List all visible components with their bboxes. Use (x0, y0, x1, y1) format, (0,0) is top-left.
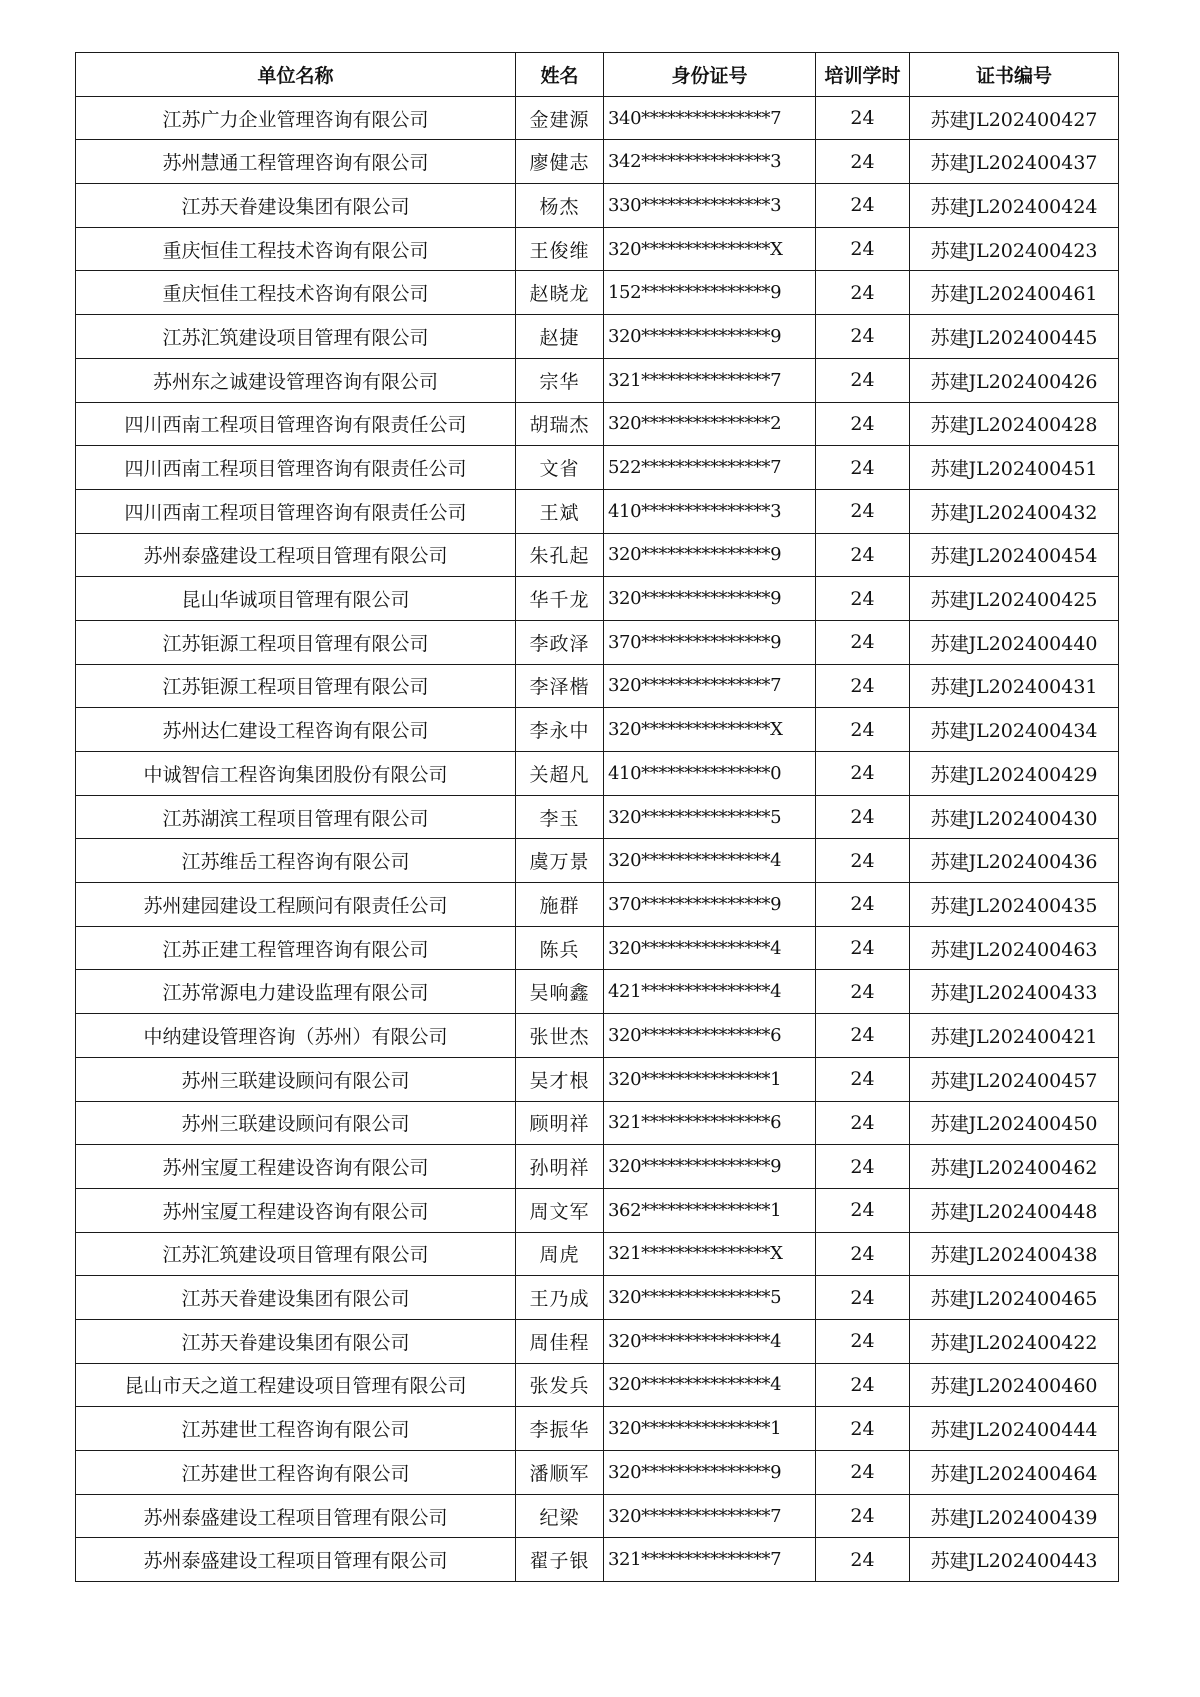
certificate-number-cell: 苏建JL202400437 (910, 140, 1119, 184)
certificate-number-cell: 苏建JL202400427 (910, 96, 1119, 140)
table-row (76, 620, 1119, 664)
training-hours-cell: 24 (816, 1101, 910, 1145)
id-number-cell: 370***************9 (604, 620, 816, 664)
certificate-number-cell: 苏建JL202400438 (910, 1232, 1119, 1276)
unit-name-cell: 江苏天眷建设集团有限公司 (76, 184, 516, 228)
unit-name-cell: 中纳建设管理咨询（苏州）有限公司 (76, 1014, 516, 1058)
certificate-number-cell: 苏建JL202400448 (910, 1188, 1119, 1232)
table-row (76, 402, 1119, 446)
table-row (76, 184, 1119, 228)
header-id-number: 身份证号 (604, 53, 816, 97)
training-hours-cell: 24 (816, 839, 910, 883)
training-hours-cell: 24 (816, 1494, 910, 1538)
certificate-number-cell: 苏建JL202400436 (910, 839, 1119, 883)
training-hours-cell: 24 (816, 446, 910, 490)
id-number-cell: 320***************6 (604, 1014, 816, 1058)
unit-name-cell: 苏州泰盛建设工程项目管理有限公司 (76, 533, 516, 577)
certificate-number-cell: 苏建JL202400421 (910, 1014, 1119, 1058)
person-name-cell: 潘顺军 (516, 1451, 604, 1495)
table-row (76, 1407, 1119, 1451)
certificate-number-cell: 苏建JL202400435 (910, 883, 1119, 927)
unit-name-cell: 苏州慧通工程管理咨询有限公司 (76, 140, 516, 184)
person-name-cell: 李玉 (516, 795, 604, 839)
table-row (76, 577, 1119, 621)
person-name-cell: 张发兵 (516, 1363, 604, 1407)
person-name-cell: 关超凡 (516, 752, 604, 796)
id-number-cell: 421***************4 (604, 970, 816, 1014)
id-number-cell: 410***************3 (604, 489, 816, 533)
person-name-cell: 赵捷 (516, 315, 604, 359)
training-hours-cell: 24 (816, 1451, 910, 1495)
person-name-cell: 金建源 (516, 96, 604, 140)
person-name-cell: 陈兵 (516, 926, 604, 970)
header-person-name: 姓名 (516, 53, 604, 97)
training-hours-cell: 24 (816, 664, 910, 708)
training-hours-cell: 24 (816, 708, 910, 752)
training-hours-cell: 24 (816, 1538, 910, 1582)
table-header (76, 53, 1119, 97)
unit-name-cell: 苏州三联建设顾问有限公司 (76, 1101, 516, 1145)
certificate-number-cell: 苏建JL202400465 (910, 1276, 1119, 1320)
certificate-number-cell: 苏建JL202400444 (910, 1407, 1119, 1451)
training-hours-cell: 24 (816, 1014, 910, 1058)
table-row (76, 1057, 1119, 1101)
table-row (76, 708, 1119, 752)
id-number-cell: 320***************7 (604, 664, 816, 708)
table-row (76, 1276, 1119, 1320)
table-row (76, 795, 1119, 839)
certificate-number-cell: 苏建JL202400424 (910, 184, 1119, 228)
id-number-cell: 370***************9 (604, 883, 816, 927)
unit-name-cell: 苏州泰盛建设工程项目管理有限公司 (76, 1494, 516, 1538)
person-name-cell: 李永中 (516, 708, 604, 752)
training-hours-cell: 24 (816, 358, 910, 402)
certificate-number-cell: 苏建JL202400429 (910, 752, 1119, 796)
id-number-cell: 321***************X (604, 1232, 816, 1276)
unit-name-cell: 四川西南工程项目管理咨询有限责任公司 (76, 489, 516, 533)
id-number-cell: 320***************9 (604, 1145, 816, 1189)
unit-name-cell: 江苏汇筑建设项目管理有限公司 (76, 1232, 516, 1276)
unit-name-cell: 江苏广力企业管理咨询有限公司 (76, 96, 516, 140)
unit-name-cell: 江苏建世工程咨询有限公司 (76, 1451, 516, 1495)
unit-name-cell: 重庆恒佳工程技术咨询有限公司 (76, 271, 516, 315)
table-row (76, 926, 1119, 970)
person-name-cell: 翟子银 (516, 1538, 604, 1582)
id-number-cell: 320***************4 (604, 1319, 816, 1363)
training-hours-cell: 24 (816, 271, 910, 315)
id-number-cell: 321***************6 (604, 1101, 816, 1145)
person-name-cell: 廖健志 (516, 140, 604, 184)
id-number-cell: 320***************4 (604, 1363, 816, 1407)
table-row (76, 1188, 1119, 1232)
id-number-cell: 320***************X (604, 227, 816, 271)
table-row (76, 1538, 1119, 1582)
id-number-cell: 362***************1 (604, 1188, 816, 1232)
unit-name-cell: 江苏汇筑建设项目管理有限公司 (76, 315, 516, 359)
table-row (76, 1319, 1119, 1363)
id-number-cell: 320***************1 (604, 1407, 816, 1451)
training-hours-cell: 24 (816, 140, 910, 184)
person-name-cell: 虞万景 (516, 839, 604, 883)
table-row (76, 358, 1119, 402)
training-hours-cell: 24 (816, 533, 910, 577)
training-hours-cell: 24 (816, 883, 910, 927)
unit-name-cell: 江苏钜源工程项目管理有限公司 (76, 620, 516, 664)
training-hours-cell: 24 (816, 1145, 910, 1189)
id-number-cell: 330***************3 (604, 184, 816, 228)
unit-name-cell: 江苏天眷建设集团有限公司 (76, 1319, 516, 1363)
id-number-cell: 320***************5 (604, 795, 816, 839)
certificate-number-cell: 苏建JL202400423 (910, 227, 1119, 271)
person-name-cell: 杨杰 (516, 184, 604, 228)
training-hours-cell: 24 (816, 1057, 910, 1101)
unit-name-cell: 四川西南工程项目管理咨询有限责任公司 (76, 402, 516, 446)
training-hours-cell: 24 (816, 315, 910, 359)
certificate-number-cell: 苏建JL202400428 (910, 402, 1119, 446)
table-row (76, 1232, 1119, 1276)
training-hours-cell: 24 (816, 96, 910, 140)
unit-name-cell: 江苏湖滨工程项目管理有限公司 (76, 795, 516, 839)
unit-name-cell: 苏州宝厦工程建设咨询有限公司 (76, 1145, 516, 1189)
person-name-cell: 孙明祥 (516, 1145, 604, 1189)
training-hours-cell: 24 (816, 1407, 910, 1451)
id-number-cell: 321***************7 (604, 1538, 816, 1582)
training-hours-cell: 24 (816, 752, 910, 796)
unit-name-cell: 江苏常源电力建设监理有限公司 (76, 970, 516, 1014)
training-hours-cell: 24 (816, 970, 910, 1014)
person-name-cell: 文省 (516, 446, 604, 490)
table-body (76, 96, 1119, 1581)
id-number-cell: 340***************7 (604, 96, 816, 140)
training-hours-cell: 24 (816, 184, 910, 228)
person-name-cell: 李泽楷 (516, 664, 604, 708)
certificate-number-cell: 苏建JL202400432 (910, 489, 1119, 533)
person-name-cell: 周文军 (516, 1188, 604, 1232)
unit-name-cell: 江苏钜源工程项目管理有限公司 (76, 664, 516, 708)
unit-name-cell: 苏州宝厦工程建设咨询有限公司 (76, 1188, 516, 1232)
table-row (76, 140, 1119, 184)
table-row (76, 1101, 1119, 1145)
id-number-cell: 410***************0 (604, 752, 816, 796)
person-name-cell: 吴才根 (516, 1057, 604, 1101)
person-name-cell: 顾明祥 (516, 1101, 604, 1145)
unit-name-cell: 重庆恒佳工程技术咨询有限公司 (76, 227, 516, 271)
table-row (76, 1363, 1119, 1407)
unit-name-cell: 中诚智信工程咨询集团股份有限公司 (76, 752, 516, 796)
person-name-cell: 纪梁 (516, 1494, 604, 1538)
training-hours-cell: 24 (816, 1363, 910, 1407)
certificate-number-cell: 苏建JL202400460 (910, 1363, 1119, 1407)
id-number-cell: 320***************4 (604, 839, 816, 883)
id-number-cell: 342***************3 (604, 140, 816, 184)
person-name-cell: 华千龙 (516, 577, 604, 621)
table-row (76, 839, 1119, 883)
person-name-cell: 李振华 (516, 1407, 604, 1451)
certificate-number-cell: 苏建JL202400454 (910, 533, 1119, 577)
table-row (76, 664, 1119, 708)
id-number-cell: 320***************9 (604, 315, 816, 359)
table-row (76, 271, 1119, 315)
id-number-cell: 320***************9 (604, 1451, 816, 1495)
id-number-cell: 152***************9 (604, 271, 816, 315)
table-row (76, 315, 1119, 359)
id-number-cell: 320***************1 (604, 1057, 816, 1101)
person-name-cell: 周佳程 (516, 1319, 604, 1363)
training-hours-cell: 24 (816, 1188, 910, 1232)
certificate-number-cell: 苏建JL202400430 (910, 795, 1119, 839)
certificate-number-cell: 苏建JL202400440 (910, 620, 1119, 664)
certificate-number-cell: 苏建JL202400439 (910, 1494, 1119, 1538)
certificate-number-cell: 苏建JL202400463 (910, 926, 1119, 970)
training-hours-cell: 24 (816, 227, 910, 271)
table-row (76, 533, 1119, 577)
person-name-cell: 张世杰 (516, 1014, 604, 1058)
unit-name-cell: 苏州达仁建设工程咨询有限公司 (76, 708, 516, 752)
certificate-number-cell: 苏建JL202400425 (910, 577, 1119, 621)
person-name-cell: 王俊维 (516, 227, 604, 271)
header-certificate-number: 证书编号 (910, 53, 1119, 97)
certificate-number-cell: 苏建JL202400434 (910, 708, 1119, 752)
id-number-cell: 320***************9 (604, 533, 816, 577)
training-hours-cell: 24 (816, 1232, 910, 1276)
table-row (76, 1145, 1119, 1189)
person-name-cell: 王斌 (516, 489, 604, 533)
person-name-cell: 赵晓龙 (516, 271, 604, 315)
header-training-hours: 培训学时 (816, 53, 910, 97)
person-name-cell: 施群 (516, 883, 604, 927)
table-row (76, 489, 1119, 533)
training-hours-cell: 24 (816, 577, 910, 621)
id-number-cell: 320***************2 (604, 402, 816, 446)
table-row (76, 96, 1119, 140)
id-number-cell: 320***************9 (604, 577, 816, 621)
unit-name-cell: 苏州建园建设工程顾问有限责任公司 (76, 883, 516, 927)
unit-name-cell: 昆山华诚项目管理有限公司 (76, 577, 516, 621)
training-hours-cell: 24 (816, 1276, 910, 1320)
unit-name-cell: 苏州东之诚建设管理咨询有限公司 (76, 358, 516, 402)
table-row (76, 970, 1119, 1014)
training-hours-cell: 24 (816, 402, 910, 446)
certificate-number-cell: 苏建JL202400445 (910, 315, 1119, 359)
person-name-cell: 吴响鑫 (516, 970, 604, 1014)
id-number-cell: 522***************7 (604, 446, 816, 490)
unit-name-cell: 昆山市天之道工程建设项目管理有限公司 (76, 1363, 516, 1407)
id-number-cell: 320***************7 (604, 1494, 816, 1538)
training-roster-table (75, 52, 1119, 1582)
unit-name-cell: 苏州三联建设顾问有限公司 (76, 1057, 516, 1101)
certificate-number-cell: 苏建JL202400462 (910, 1145, 1119, 1189)
certificate-number-cell: 苏建JL202400461 (910, 271, 1119, 315)
table-row (76, 752, 1119, 796)
certificate-number-cell: 苏建JL202400464 (910, 1451, 1119, 1495)
certificate-number-cell: 苏建JL202400431 (910, 664, 1119, 708)
unit-name-cell: 苏州泰盛建设工程项目管理有限公司 (76, 1538, 516, 1582)
table-row (76, 1494, 1119, 1538)
certificate-number-cell: 苏建JL202400450 (910, 1101, 1119, 1145)
training-hours-cell: 24 (816, 795, 910, 839)
unit-name-cell: 江苏建世工程咨询有限公司 (76, 1407, 516, 1451)
training-hours-cell: 24 (816, 620, 910, 664)
header-row (76, 53, 1119, 97)
unit-name-cell: 江苏正建工程管理咨询有限公司 (76, 926, 516, 970)
certificate-number-cell: 苏建JL202400433 (910, 970, 1119, 1014)
training-hours-cell: 24 (816, 489, 910, 533)
table-row (76, 1451, 1119, 1495)
training-hours-cell: 24 (816, 1319, 910, 1363)
header-unit-name: 单位名称 (76, 53, 516, 97)
person-name-cell: 李政泽 (516, 620, 604, 664)
person-name-cell: 周虎 (516, 1232, 604, 1276)
id-number-cell: 320***************X (604, 708, 816, 752)
id-number-cell: 321***************7 (604, 358, 816, 402)
person-name-cell: 王乃成 (516, 1276, 604, 1320)
table-row (76, 1014, 1119, 1058)
certificate-number-cell: 苏建JL202400443 (910, 1538, 1119, 1582)
training-hours-cell: 24 (816, 926, 910, 970)
person-name-cell: 胡瑞杰 (516, 402, 604, 446)
person-name-cell: 朱孔起 (516, 533, 604, 577)
certificate-number-cell: 苏建JL202400457 (910, 1057, 1119, 1101)
unit-name-cell: 江苏维岳工程咨询有限公司 (76, 839, 516, 883)
certificate-number-cell: 苏建JL202400422 (910, 1319, 1119, 1363)
certificate-number-cell: 苏建JL202400426 (910, 358, 1119, 402)
table-row (76, 446, 1119, 490)
unit-name-cell: 四川西南工程项目管理咨询有限责任公司 (76, 446, 516, 490)
id-number-cell: 320***************5 (604, 1276, 816, 1320)
unit-name-cell: 江苏天眷建设集团有限公司 (76, 1276, 516, 1320)
table-row (76, 227, 1119, 271)
table-row (76, 883, 1119, 927)
certificate-number-cell: 苏建JL202400451 (910, 446, 1119, 490)
id-number-cell: 320***************4 (604, 926, 816, 970)
person-name-cell: 宗华 (516, 358, 604, 402)
